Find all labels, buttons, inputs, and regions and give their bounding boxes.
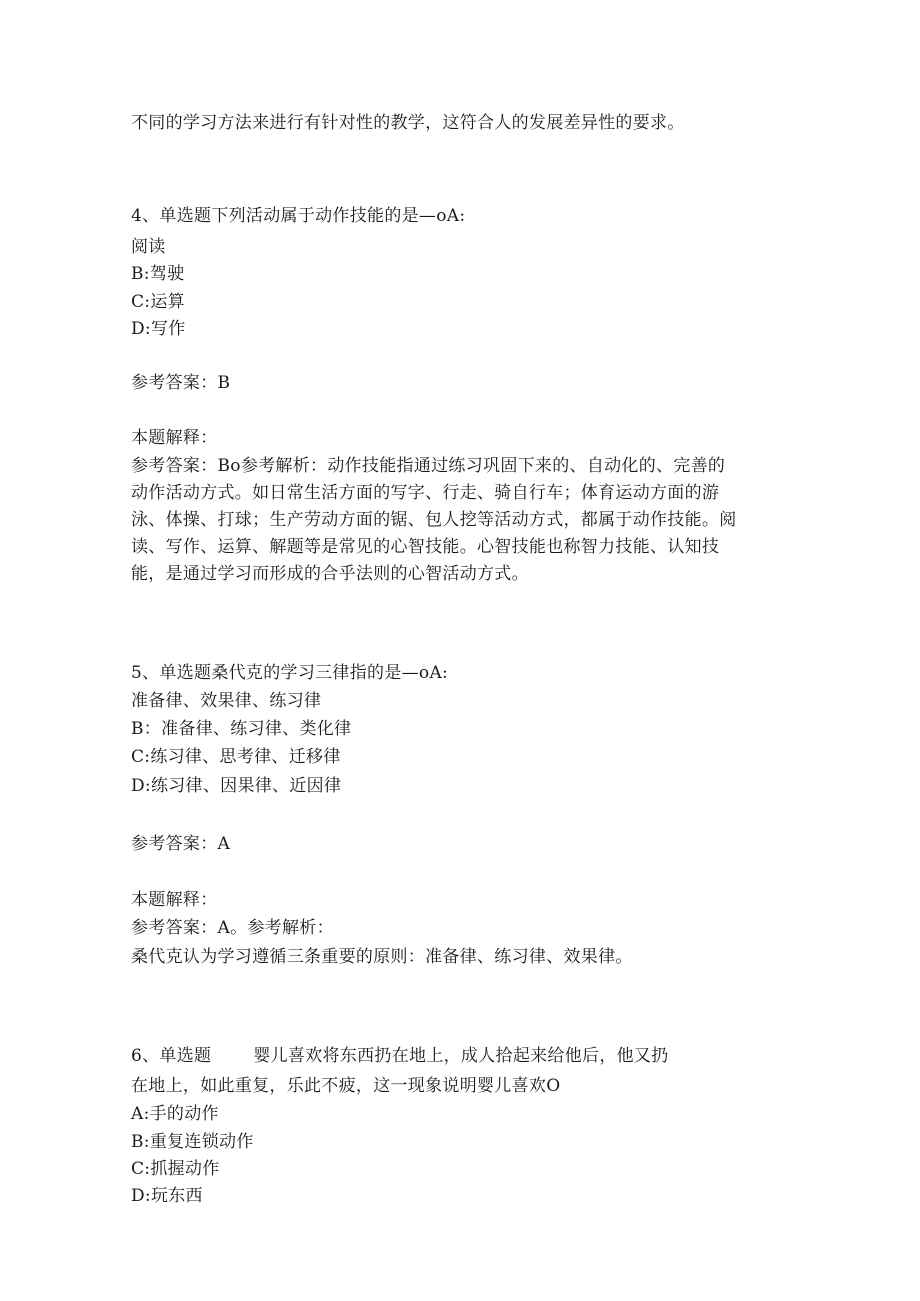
question-5-explanation-line-1: 参考答案：A。参考解析： [131,918,334,938]
question-5-option-d: D:练习律、因果律、近因律 [131,776,342,796]
question-6-stem-rest: 婴儿喜欢将东西扔在地上，成人拾起来给他后，他又扔 [253,1046,669,1066]
question-6-stem-prefix: 6、单选题 [131,1046,212,1066]
question-6-option-a: A:手的动作 [131,1104,219,1124]
question-6-option-b: B:重复连锁动作 [131,1132,254,1152]
question-5-explanation-title: 本题解释： [131,890,218,910]
question-5-explanation-line-2: 桑代克认为学习遵循三条重要的原则：准备律、练习律、效果律。 [131,947,633,967]
question-4-explanation-line-5: 能，是通过学习而形成的合乎法则的心智活动方式。 [131,564,529,584]
question-6-stem-line-2: 在地上，如此重复，乐此不疲，这一现象说明婴儿喜欢O [131,1076,561,1096]
question-4-option-d: D:写作 [131,319,186,339]
question-4-answer: 参考答案：B [131,373,231,393]
question-5-option-c: C:练习律、思考律、迁移律 [131,747,341,767]
question-6-stem [131,1045,669,1067]
intro-line: 不同的学习方法来进行有针对性的教学，这符合人的发展差异性的要求。 [131,113,685,133]
question-6-option-d: D:玩东西 [131,1186,203,1206]
question-4-option-a: 阅读 [131,237,166,257]
question-4-option-c: C:运算 [131,292,185,312]
question-4-explanation-line-2: 动作活动方式。如日常生活方面的写字、行走、骑自行车；体育运动方面的游 [131,483,720,503]
question-5-option-a: 准备律、效果律、练习律 [131,691,322,711]
question-6-option-c: C:抓握动作 [131,1159,220,1179]
question-4-explanation-line-3: 泳、体操、打球；生产劳动方面的锯、包人挖等活动方式，都属于动作技能。阅 [131,510,737,530]
question-4-option-b: B:驾驶 [131,264,185,284]
question-4-explanation-title: 本题解释： [131,428,218,448]
question-4-explanation-line-4: 读、写作、运算、解题等是常见的心智技能。心智技能也称智力技能、认知技 [131,537,720,557]
question-4-stem: 4、单选题下列活动属于动作技能的是—oA: [131,206,466,226]
question-5-stem: 5、单选题桑代克的学习三律指的是—oA: [131,663,449,683]
question-5-option-b: B：准备律、练习律、类化律 [131,719,352,739]
question-4-explanation-line-1: 参考答案：Bo参考解析：动作技能指通过练习巩固下来的、自动化的、完善的 [131,456,726,476]
question-5-answer: 参考答案：A [131,834,231,854]
